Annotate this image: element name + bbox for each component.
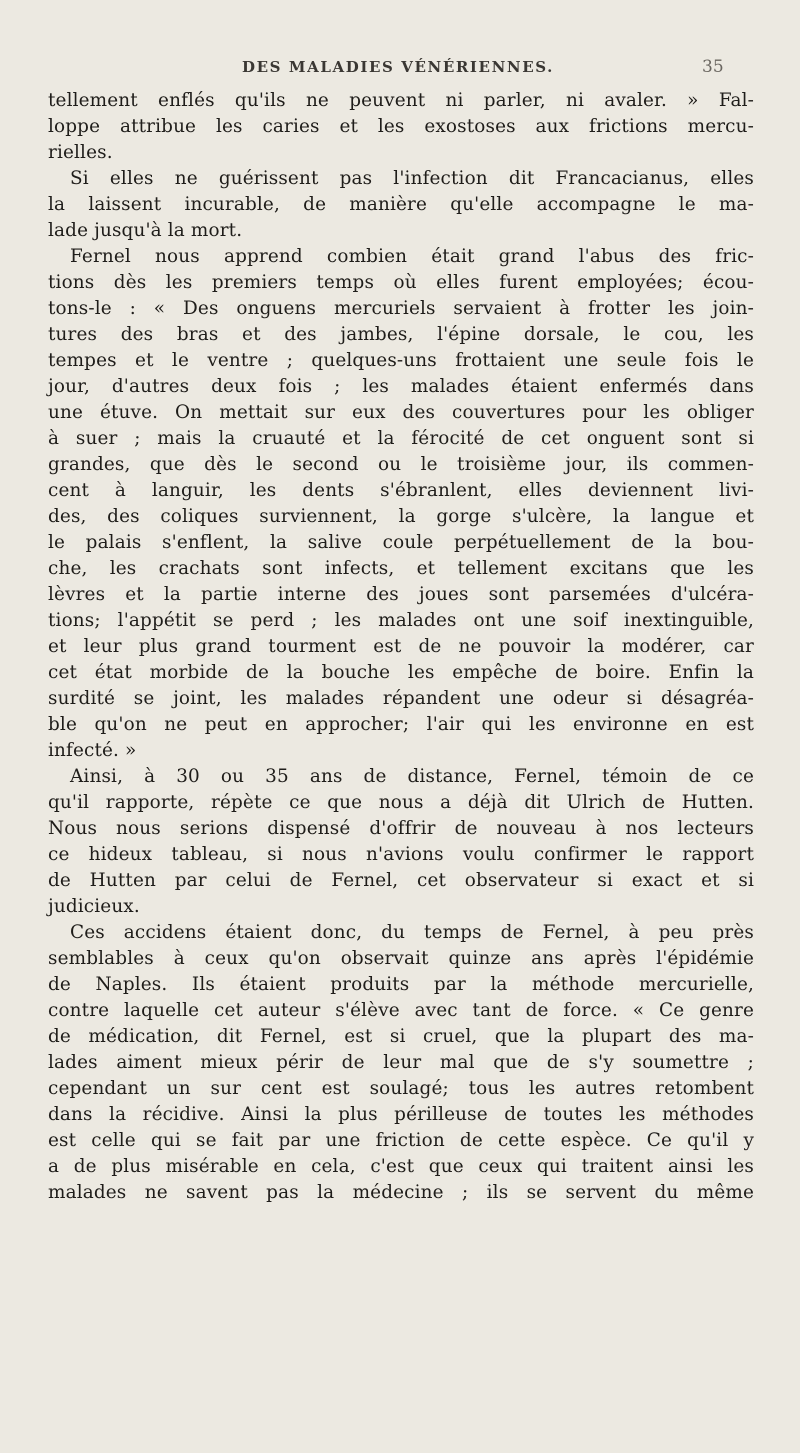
text-line: est celle qui se fait par une friction de cette espèce. Ce qu'il y — [48, 1130, 754, 1151]
text-line: lèvres et la partie interne des joues sont parsemées d'ulcéra- — [48, 584, 754, 605]
text-line: lade jusqu'à la mort. — [48, 220, 243, 241]
text-line: de Hutten par celui de Fernel, cet observateur si exact et si — [48, 870, 754, 891]
text-line: tons-le : « Des onguens mercuriels servaient à frotter les join- — [48, 298, 754, 319]
text-line: contre laquelle cet auteur s'élève avec tant de force. « Ce genre — [48, 1000, 754, 1021]
text-line: dans la récidive. Ainsi la plus périlleuse de toutes les méthodes — [48, 1104, 754, 1125]
text-line: jour, d'autres deux fois ; les malades étaient enfermés dans — [48, 376, 754, 397]
text-line: grandes, que dès le second ou le troisième jour, ils commen- — [48, 454, 754, 475]
page-number: 35 — [702, 57, 724, 77]
text-line: tions dès les premiers temps où elles furent employées; écou- — [48, 272, 754, 293]
text-line: tempes et le ventre ; quelques-uns frottaient une seule fois le — [48, 350, 754, 371]
running-title: DES MALADIES VÉNÉRIENNES. — [242, 58, 554, 76]
text-line: cent à languir, les dents s'ébranlent, elles deviennent livi- — [48, 480, 754, 501]
text-line: Ces accidens étaient donc, du temps de Fernel, à peu près — [70, 922, 754, 943]
text-line: cependant un sur cent est soulagé; tous les autres retombent — [48, 1078, 754, 1099]
text-line: cet état morbide de la bouche les empêche de boire. Enfin la — [48, 662, 754, 683]
text-line: la laissent incurable, de manière qu'elle accompagne le ma- — [48, 194, 754, 215]
text-line: infecté. » — [48, 740, 137, 761]
text-line: de médication, dit Fernel, est si cruel, que la plupart des ma- — [48, 1026, 754, 1047]
text-line: tions; l'appétit se perd ; les malades ont une soif inextinguible, — [48, 610, 754, 631]
text-line: judicieux. — [48, 896, 140, 917]
text-line: ble qu'on ne peut en approcher; l'air qui les environne en est — [48, 714, 754, 735]
text-line: a de plus misérable en cela, c'est que ceux qui traitent ainsi les — [48, 1156, 754, 1177]
text-line: tures des bras et des jambes, l'épine dorsale, le cou, les — [48, 324, 754, 345]
text-line: qu'il rapporte, répète ce que nous a déjà dit Ulrich de Hutten. — [48, 792, 754, 813]
text-line: Fernel nous apprend combien était grand l'abus des fric- — [70, 246, 754, 267]
text-line: rielles. — [48, 142, 113, 163]
text-line: malades ne savent pas la médecine ; ils se servent du même — [48, 1182, 754, 1203]
text-line: et leur plus grand tourment est de ne pouvoir la modérer, car — [48, 636, 754, 657]
text-line: à suer ; mais la cruauté et la férocité de cet onguent sont si — [48, 428, 754, 449]
text-line: des, des coliques surviennent, la gorge s'ulcère, la langue et — [48, 506, 754, 527]
text-line: Nous nous serions dispensé d'offrir de nouveau à nos lecteurs — [48, 818, 754, 839]
text-line: de Naples. Ils étaient produits par la méthode mercurielle, — [48, 974, 754, 995]
text-line: semblables à ceux qu'on observait quinze ans après l'épidémie — [48, 948, 754, 969]
text-line: che, les crachats sont infects, et tellement excitans que les — [48, 558, 754, 579]
text-line: Ainsi, à 30 ou 35 ans de distance, Fernel, témoin de ce — [70, 766, 754, 787]
text-line: le palais s'enflent, la salive coule perpétuellement de la bou- — [48, 532, 754, 553]
text-line: Si elles ne guérissent pas l'infection dit Francacianus, elles — [70, 168, 754, 189]
text-line: ce hideux tableau, si nous n'avions voulu confirmer le rapport — [48, 844, 754, 865]
text-line: lades aiment mieux périr de leur mal que de s'y soumettre ; — [48, 1052, 754, 1073]
running-head — [0, 58, 800, 88]
text-line: une étuve. On mettait sur eux des couvertures pour les obliger — [48, 402, 754, 423]
text-line: surdité se joint, les malades répandent une odeur si désagréa- — [48, 688, 754, 709]
text-line: loppe attribue les caries et les exostoses aux frictions mercu- — [48, 116, 754, 137]
text-line: tellement enflés qu'ils ne peuvent ni parler, ni avaler. » Fal- — [48, 90, 754, 111]
